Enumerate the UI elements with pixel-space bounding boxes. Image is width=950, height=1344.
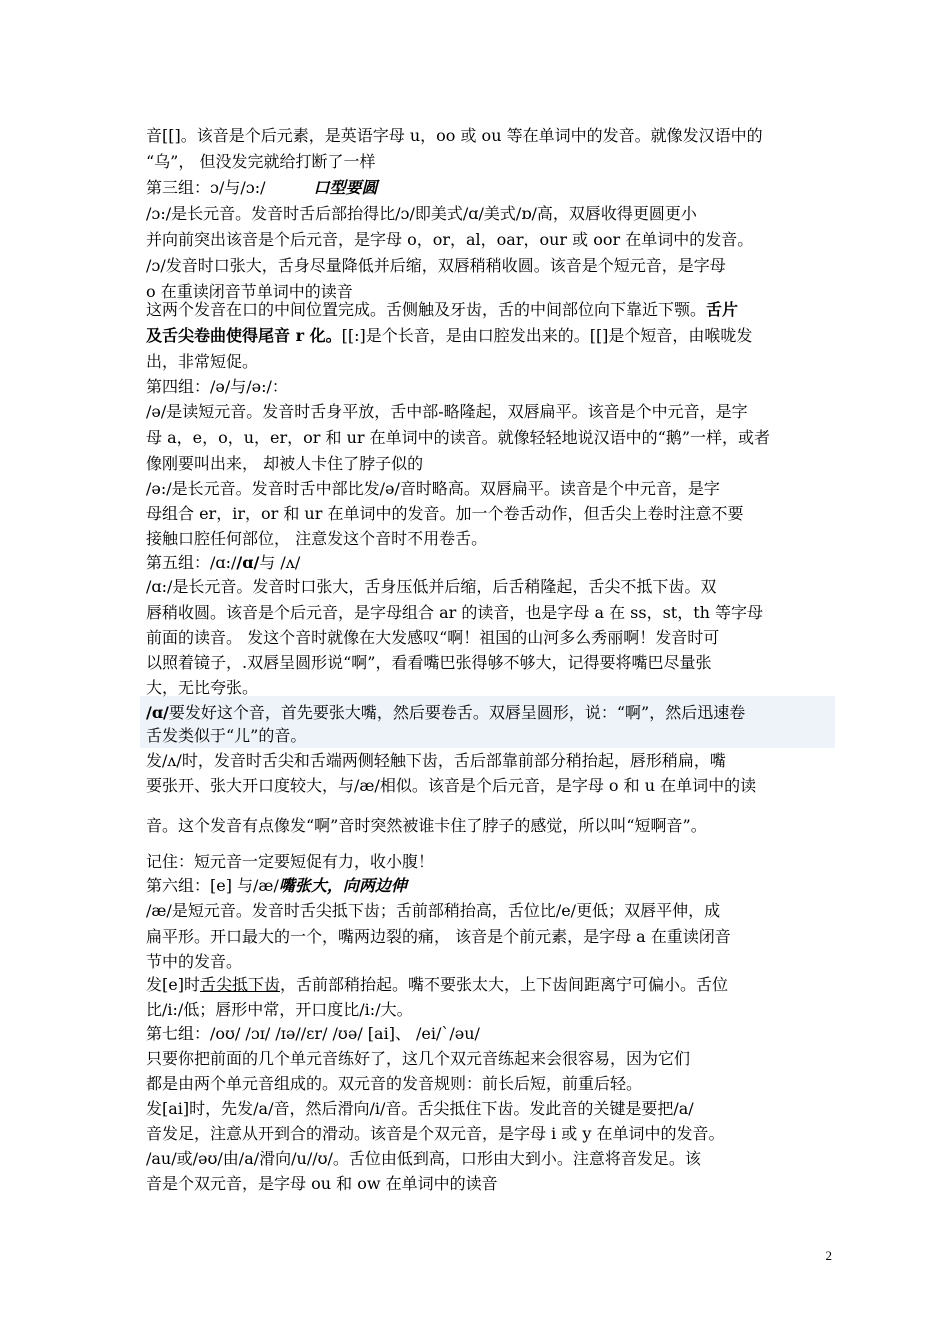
text-line: 母 a，e，o，u，er，or 和 ur 在单词中的读音。就像轻轻地说汉语中的“鹅”一样，或者	[146, 428, 771, 447]
text-line: 发[ai]时，先发/a/音，然后滑向/i/音。舌尖抵住下齿。发此音的关键是要把/a/	[146, 1099, 694, 1118]
bold-text: 及舌尖卷曲使得尾音 r 化。	[146, 326, 342, 345]
text-line	[146, 324, 752, 348]
text-line: /au/或/əʊ/由/a/滑向/u//ʊ/。舌位由低到高，口形由大到小。注意将音发足。该	[146, 1149, 701, 1168]
text-span: 发[e]时	[146, 975, 200, 994]
text-line: 接触口腔任何部位， 注意发这个音时不用卷舌。	[146, 529, 488, 548]
text-span: 这两个发音在口的中间位置完成。舌侧触及牙齿，舌的中间部位向下靠近下颚。	[146, 300, 707, 319]
text-line: 发/ʌ/时，发音时舌尖和舌端两侧轻触下齿，舌后部靠前部分稍抬起，唇形稍扁，嘴	[146, 751, 726, 770]
section-heading: 第七组：/oʊ/ /ɔɪ/ /ɪə//ɛr/ /ʊə/ [ai]、 /ei/`/əu/	[146, 1024, 480, 1043]
section-heading	[146, 874, 407, 898]
section-heading: 第四组：/ə/与/ə:/：	[146, 377, 288, 396]
text-line: 只要你把前面的几个单元音练好了，这几个双元音练起来会很容易，因为它们	[146, 1049, 691, 1068]
text-line: 前面的读音。 发这个音时就像在大发感叹“啊！祖国的山河多么秀丽啊！发音时可	[146, 628, 720, 647]
text-line	[146, 973, 728, 997]
text-line: 音。这个发音有点像发“啊”音时突然被谁卡住了脖子的感觉，所以叫“短啊音”。	[146, 816, 707, 835]
text-line: 音发足，注意从开到合的滑动。该音是个双元音，是字母 i 或 y 在单词中的发音。	[146, 1124, 725, 1143]
bold-text: /ɑ/	[236, 553, 260, 572]
text-line: 要张开、张大开口度较大，与/æ/相似。该音是个后元音，是字母 o 和 u 在单词中的读	[146, 776, 757, 795]
text-line: 都是由两个单元音组成的。双元音的发音规则：前长后短，前重后轻。	[146, 1074, 643, 1093]
text-line: 舌发类似于“儿”的音。	[146, 726, 307, 745]
text-line	[146, 298, 738, 322]
text-line: 扁平形。开口最大的一个，嘴两边裂的痛， 该音是个前元素，是字母 a 在重读闭音	[146, 927, 731, 946]
text-span: [[:]是个长音，是由口腔发出来的。[[]是个短音，由喉咙发	[341, 326, 753, 345]
text-span: 要发好这个音，首先要张大嘴，然后要卷舌。双唇呈圆形，说：“啊”，然后迅速卷	[168, 703, 746, 722]
text-line: /æ/是短元音。发音时舌尖抵下齿；舌前部稍抬高，舌位比/e/更低；双唇平伸，成	[146, 901, 721, 920]
text-line: “乌”， 但没发完就给打断了一样	[146, 152, 376, 171]
text-line: o 在重读闭音节单词中的读音	[146, 282, 353, 301]
heading-emphasis: 嘴张大，向两边伸	[278, 876, 407, 895]
text-line: /ə:/是长元音。发音时舌中部比发/ə/音时略高。双唇扁平。读音是个中元音，是字	[146, 479, 720, 498]
text-line: /ɑ:/是长元音。发音时口张大，舌身压低并后缩，后舌稍隆起，舌尖不抵下齿。双	[146, 577, 717, 596]
text-line: 音[[]。该音是个后元素，是英语字母 u，oo 或 ou 等在单词中的发音。就像发汉语中的	[146, 126, 763, 145]
text-line: 出，非常短促。	[146, 352, 259, 371]
text-line	[146, 701, 745, 725]
heading-text: 与 /ʌ/	[259, 553, 301, 572]
heading-emphasis: 口型要圆	[313, 178, 378, 197]
underlined-text: 舌尖抵下齿	[199, 975, 280, 994]
text-line: 比/i:/低；唇形中常，开口度比/i:/大。	[146, 1000, 413, 1019]
text-line: /ɔ:/是长元音。发音时舌后部抬得比/ɔ/即美式/ɑ/美式/ɒ/高，双唇收得更圆更小	[146, 204, 697, 223]
text-line: 音是个双元音，是字母 ou 和 ow 在单词中的读音	[146, 1174, 498, 1193]
text-line: 唇稍收圆。该音是个后元音，是字母组合 ar 的读音，也是字母 a 在 ss，st，th 等字母	[146, 603, 764, 622]
heading-text: 第五组：/ɑ:/	[146, 553, 237, 572]
text-line: 像刚要叫出来， 却被人卡住了脖子似的	[146, 454, 424, 473]
bold-text: 舌片	[706, 300, 739, 319]
text-line: 大，无比夸张。	[146, 678, 259, 697]
text-line: 并向前突出该音是个后元音，是字母 o，or，al，oar，our 或 oor 在单词中的发音。	[146, 230, 754, 249]
section-heading	[146, 551, 300, 575]
text-line: 以照着镜子，.双唇呈圆形说“啊”，看看嘴巴张得够不够大，记得要将嘴巴尽量张	[146, 653, 712, 672]
text-line: /ɔ/发音时口张大，舌身尽量降低并后缩，双唇稍稍收圆。该音是个短元音，是字母	[146, 256, 726, 275]
heading-text: 第三组：ɔ/与/ɔ:/	[146, 178, 266, 197]
text-span: ，舌前部稍抬起。嘴不要张太大，上下齿间距离宁可偏小。舌位	[279, 975, 728, 994]
bold-text: /ɑ/	[146, 703, 169, 722]
text-line: /ə/是读短元音。发音时舌身平放，舌中部-略隆起，双唇扁平。该音是个中元音，是字	[146, 402, 748, 421]
heading-text: 第六组：[e] 与/æ/	[146, 876, 279, 895]
section-heading	[146, 176, 378, 200]
page-number: 2	[825, 1248, 832, 1263]
text-line: 母组合 er，ir，or 和 ur 在单词中的发音。加一个卷舌动作，但舌尖上卷时注意不要	[146, 504, 744, 523]
text-line: 节中的发音。	[146, 952, 243, 971]
text-line: 记住：短元音一定要短促有力，收小腹！	[146, 852, 435, 871]
